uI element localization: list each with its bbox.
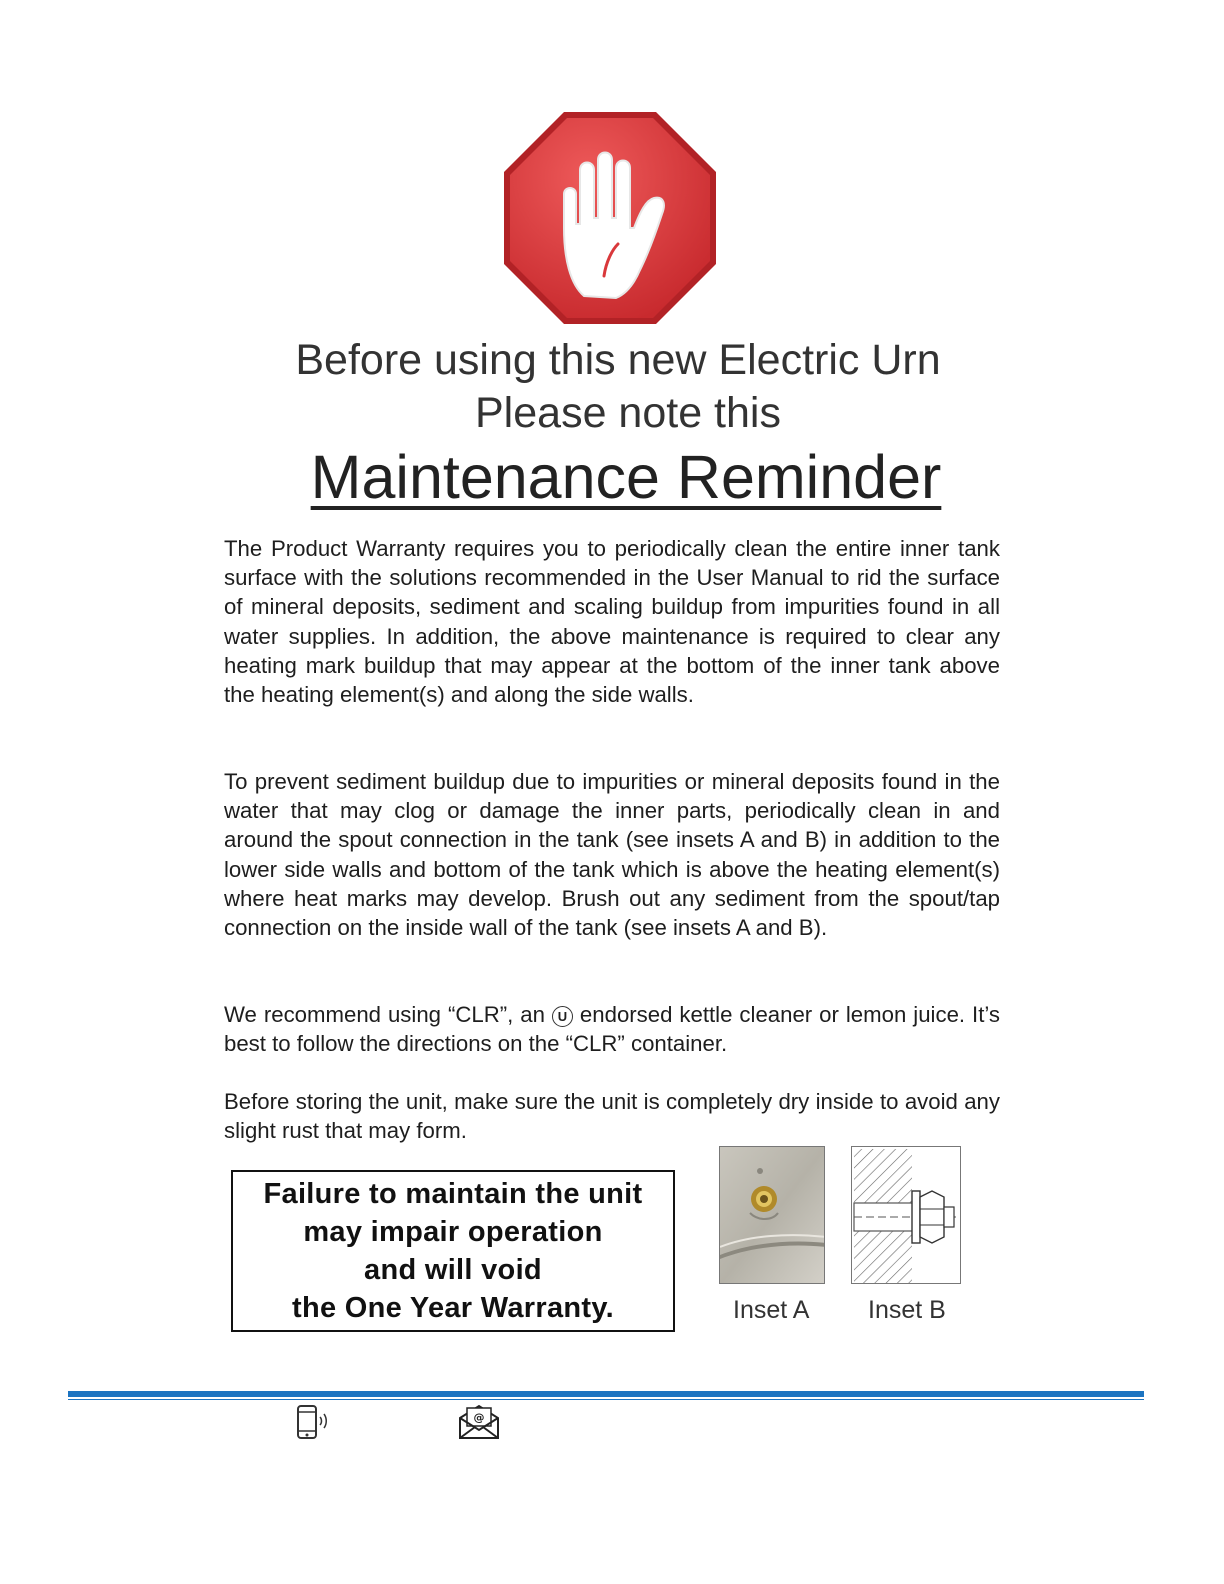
cleaner-text-start: We recommend using “CLR”, an <box>224 1002 552 1027</box>
paragraph-warranty: The Product Warranty requires you to periodically clean the entire inner tank surface with the solutions recommended in the User Manual to rid the surface of mineral deposits, sediment and scaling buildup from impurities found in all water supplies. In addition, the above maintenance is required to clear any heating mark buildup that may appear at the bottom of the inner tank above the heating element(s) and along the side walls. <box>224 536 1000 708</box>
warranty-warning-box <box>231 1170 675 1332</box>
paragraph-storage: Before storing the unit, make sure the unit is completely dry inside to avoid any slight rust that may form. <box>224 1089 1000 1144</box>
page-title <box>14 442 1224 512</box>
warning-line: and will void <box>364 1254 542 1286</box>
mobile-phone-icon <box>294 1404 334 1440</box>
spout-connection-photo <box>720 1147 825 1284</box>
paragraph-cleaner <box>224 1000 1000 1058</box>
intro-line-1: Before using this new Electric Urn <box>295 336 941 384</box>
warning-line: the One Year Warranty. <box>292 1292 614 1324</box>
email-envelope-icon <box>458 1402 500 1440</box>
stop-hand-icon <box>500 108 720 330</box>
svg-text:@: @ <box>473 1411 485 1424</box>
cleaner-text-end: endorsed kettle cleaner or lemon juice. It’s best to follow the directions on the “CLR” container. <box>224 1002 1000 1057</box>
footer-divider <box>68 1391 1144 1397</box>
spout-cross-section-drawing <box>852 1147 961 1284</box>
paragraph-sediment: To prevent sediment buildup due to impurities or mineral deposits found in the water that may clog or damage the inner parts, periodically clean in and around the spout connection in the tank (see insets A and B) in addition to the lower side walls and bottom of the tank which is above the heating element(s) where heat marks may develop. Brush out any sediment from the spout/tap connection on the inside wall of the tank (see insets A and B). <box>224 769 1000 941</box>
warning-line: Failure to maintain the unit <box>263 1178 643 1210</box>
inset-b-label: Inset B <box>868 1296 946 1324</box>
footer-divider-thin <box>68 1399 1144 1400</box>
warning-line: may impair operation <box>303 1216 603 1248</box>
intro-line-2: Please note this <box>475 389 781 437</box>
inset-b-image <box>851 1146 961 1284</box>
inset-a-label: Inset A <box>733 1296 810 1324</box>
inset-a-image <box>719 1146 825 1284</box>
ul-mark-icon: U <box>552 1006 573 1027</box>
page-title-text: Maintenance Reminder <box>310 443 942 511</box>
